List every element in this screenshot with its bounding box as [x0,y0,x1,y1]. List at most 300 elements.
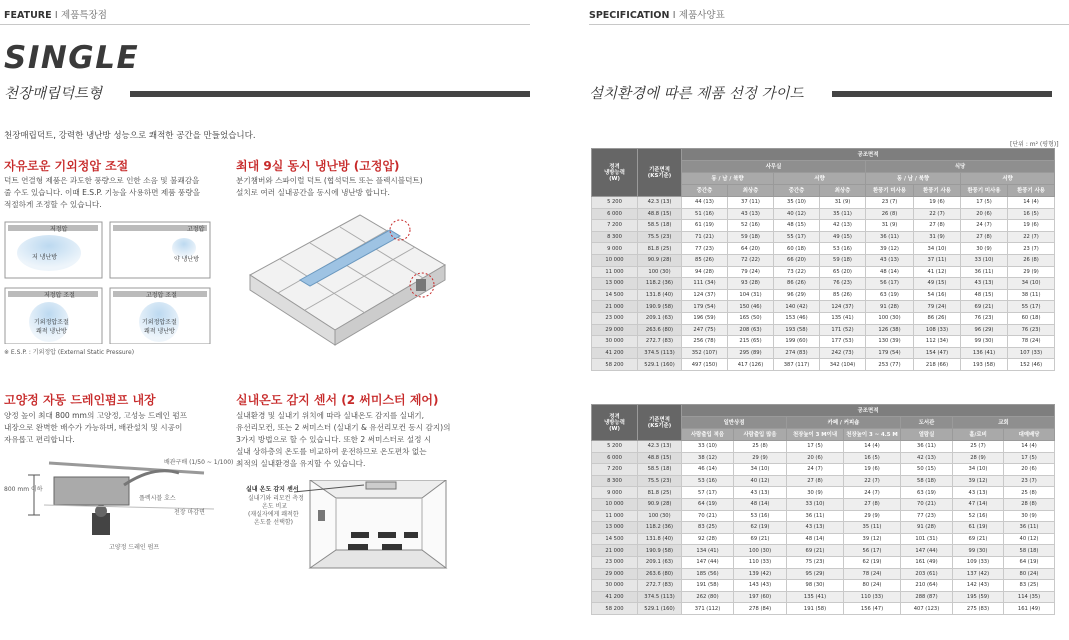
cell-area: 256 (78) [682,336,728,348]
cell-area: 63 (19) [901,487,953,499]
cell-area: 156 (47) [844,603,901,615]
cell-capacity: 21 000 [592,301,638,313]
cell-base-area: 81.8 (25) [638,243,682,255]
cell-base-area: 374.5 (113) [638,347,682,359]
cell-area: 70 (21) [682,510,734,522]
cell-area: 20 (6) [1004,464,1055,476]
cell-capacity: 21 000 [592,545,638,557]
cell-area: 22 (7) [844,475,901,487]
drain-pump-illustration [4,455,234,555]
pump-label-ceiling: 천장 마감면 [174,509,205,516]
cell-area: 124 (37) [682,289,728,301]
product-subtitle: 천장매립덕트형 [4,86,103,102]
cell-area: 28 (8) [1004,498,1055,510]
cell-area: 197 (60) [734,591,787,603]
table-row [592,556,1055,568]
cell-area: 92 (28) [682,533,734,545]
cell-capacity: 10 000 [592,498,638,510]
cell-capacity: 8 300 [592,475,638,487]
table-row [592,289,1055,301]
pump-label-pump: 고양정 드레인 펌프 [109,544,160,551]
esp-box-label: 저정압 조절 [44,292,75,299]
col-head-orientation: 동 / 남 / 북향 [682,173,774,185]
cell-area: 185 (56) [682,568,734,580]
cell-base-area: 75.5 (23) [638,475,682,487]
cell-capacity: 58 200 [592,603,638,615]
cell-area: 64 (20) [728,243,774,255]
table-row [592,312,1055,324]
cell-area: 42 (13) [820,220,866,232]
cell-base-area: 272.7 (83) [638,580,682,592]
pump-label-height: 800 mm 이하 [4,486,43,493]
sensor-illustration [236,480,456,570]
section-desc-multi-room [236,175,423,199]
table-row [592,336,1055,348]
title-bar [130,91,530,97]
cell-area: 31 (9) [866,220,914,232]
desc-line: 설치로 여러 실내공간을 동시에 냉난방 합니다. [236,188,390,197]
desc-line: 최적의 실내환경을 유지할 수 있습니다. [236,459,366,468]
col-head-group: 공조면적 [682,149,1055,161]
cell-area: 76 (23) [820,278,866,290]
header-title: SPECIFICATION [589,10,670,21]
table-row [592,591,1055,603]
col-head-condition: 사람출입 적음 [682,429,734,441]
cell-area: 130 (39) [866,336,914,348]
table-row [592,301,1055,313]
col-head-condition: 환풍기 미사용 [961,185,1008,197]
cell-area: 71 (21) [682,231,728,243]
cell-area: 99 (30) [953,545,1004,557]
cell-area: 19 (6) [844,464,901,476]
cell-area: 58 (18) [1004,545,1055,557]
cell-base-area: 190.9 (58) [638,545,682,557]
cell-area: 161 (49) [901,556,953,568]
table-row [592,347,1055,359]
cell-area: 96 (29) [961,324,1008,336]
cell-area: 497 (150) [682,359,728,371]
table-row [592,452,1055,464]
cell-area: 16 (5) [1008,208,1055,220]
cell-area: 34 (10) [1008,278,1055,290]
cell-area: 40 (12) [774,208,820,220]
col-head-capacity: 정격 냉방능력 (W) [592,149,638,197]
cell-area: 22 (7) [914,208,961,220]
spec-header [589,7,725,21]
cell-area: 100 (30) [866,312,914,324]
col-head-condition: 중간층 [682,185,728,197]
col-head-condition: 홀/로비 [953,429,1004,441]
cell-area: 126 (38) [866,324,914,336]
section-desc-esp [4,175,200,211]
table-row [592,603,1055,615]
cell-area: 39 (12) [844,533,901,545]
cell-area: 70 (21) [901,498,953,510]
table-row [592,510,1055,522]
cell-area: 195 (59) [953,591,1004,603]
cell-area: 65 (20) [820,266,866,278]
cell-area: 153 (46) [774,312,820,324]
cell-area: 58 (18) [901,475,953,487]
col-head-condition: 최상층 [820,185,866,197]
cell-area: 60 (18) [774,243,820,255]
cell-area: 56 (17) [866,278,914,290]
cell-area: 142 (43) [953,580,1004,592]
col-head-restaurant: 식당 [866,161,1055,173]
cell-area: 83 (25) [682,522,734,534]
col-head-capacity: 정격 냉방능력 (W) [592,405,638,441]
col-head-office: 사무실 [682,161,866,173]
col-head-condition: 환풍기 미사용 [866,185,914,197]
cell-base-area: 263.6 (80) [638,568,682,580]
cell-base-area: 58.5 (18) [638,220,682,232]
cell-area: 36 (11) [961,266,1008,278]
cell-area: 36 (11) [866,231,914,243]
cell-area: 69 (21) [787,545,844,557]
cell-area: 139 (42) [734,568,787,580]
section-title-drain-pump: 고양정 자동 드레인펌프 내장 [4,393,156,407]
cell-area: 44 (13) [682,197,728,209]
header-rule [589,24,1069,25]
cell-base-area: 90.9 (28) [638,498,682,510]
cell-area: 196 (59) [682,312,728,324]
cell-area: 247 (75) [682,324,728,336]
cell-area: 34 (10) [953,464,1004,476]
cell-area: 253 (77) [866,359,914,371]
header-subtitle: 제품특장점 [61,10,107,21]
table-row [592,475,1055,487]
col-head-base-area: 기준면적 (KS기준) [638,149,682,197]
cell-capacity: 29 000 [592,324,638,336]
cell-area: 49 (15) [914,278,961,290]
cell-capacity: 23 000 [592,556,638,568]
cell-area: 94 (28) [682,266,728,278]
title-bar [832,91,1052,97]
cell-area: 30 (9) [1004,510,1055,522]
cell-base-area: 100 (30) [638,266,682,278]
header-subtitle: 제품사양표 [678,10,725,21]
cell-area: 41 (12) [914,266,961,278]
cell-area: 66 (20) [774,254,820,266]
cell-capacity: 6 000 [592,452,638,464]
cell-area: 75 (23) [787,556,844,568]
header-rule [0,24,530,25]
cell-area: 108 (33) [914,324,961,336]
cell-area: 124 (37) [820,301,866,313]
cell-capacity: 10 000 [592,254,638,266]
cell-area: 25 (8) [734,441,787,453]
esp-caption: 기외정압조절 쾌적 냉난방 [34,319,69,335]
col-head-condition: 대예배당 [1004,429,1055,441]
header-divider: I [54,10,58,21]
cell-area: 275 (83) [953,603,1004,615]
cell-area: 83 (25) [1004,580,1055,592]
col-head-condition: 중간층 [774,185,820,197]
cell-area: 137 (42) [953,568,1004,580]
cell-capacity: 5 200 [592,197,638,209]
cell-area: 29 (9) [1008,266,1055,278]
cell-area: 37 (11) [914,254,961,266]
cell-area: 47 (14) [953,498,1004,510]
cell-area: 14 (4) [1008,197,1055,209]
cell-area: 161 (49) [1004,603,1055,615]
cell-area: 78 (24) [844,568,901,580]
cell-area: 59 (18) [728,231,774,243]
cell-area: 34 (10) [914,243,961,255]
cell-area: 100 (30) [734,545,787,557]
cell-area: 86 (26) [914,312,961,324]
col-head-condition: 최상층 [728,185,774,197]
table-row [592,464,1055,476]
cell-area: 85 (26) [820,289,866,301]
cell-area: 23 (7) [866,197,914,209]
col-head-category: 일반상점 [682,417,787,429]
cell-area: 104 (31) [728,289,774,301]
pump-label-hose: 플렉시블 호스 [139,495,176,502]
cell-area: 72 (22) [728,254,774,266]
cell-area: 36 (11) [1004,522,1055,534]
cell-area: 274 (83) [774,347,820,359]
cell-capacity: 30 000 [592,336,638,348]
cell-area: 242 (73) [820,347,866,359]
cell-area: 387 (117) [774,359,820,371]
cell-area: 39 (12) [953,475,1004,487]
col-head-category: 도서관 [901,417,953,429]
cell-area: 24 (7) [961,220,1008,232]
cell-capacity: 14 500 [592,533,638,545]
cell-area: 17 (5) [1004,452,1055,464]
guide-title: 설치환경에 따른 제품 선정 가이드 [589,86,804,102]
col-head-category: 카페 / 커피숍 [787,417,901,429]
desc-line: 양정 높이 최대 800 mm의 고양정, 고성능 드레인 펌프 [4,411,188,420]
cell-area: 26 (8) [1008,254,1055,266]
desc-line: 자유롭고 편리합니다. [4,435,75,444]
cell-base-area: 42.3 (13) [638,197,682,209]
cell-area: 37 (11) [728,197,774,209]
cell-area: 78 (24) [1008,336,1055,348]
cell-area: 23 (7) [1004,475,1055,487]
cell-area: 20 (6) [961,208,1008,220]
desc-line: 유선리모컨, 또는 2 써미스터 (실내기 & 유선리모컨 동시 감지)의 [236,423,451,432]
table-row [592,533,1055,545]
cell-area: 76 (23) [1008,324,1055,336]
cell-area: 48 (15) [774,220,820,232]
cell-area: 53 (16) [734,510,787,522]
cell-area: 342 (104) [820,359,866,371]
cell-capacity: 41 200 [592,347,638,359]
cell-area: 86 (26) [774,278,820,290]
cell-base-area: 209.1 (63) [638,556,682,568]
cell-base-area: 90.9 (28) [638,254,682,266]
intro-text: 천장매립덕트, 강력한 냉난방 성능으로 쾌적한 공간을 만들었습니다. [4,131,256,141]
table-row [592,580,1055,592]
cell-area: 177 (53) [820,336,866,348]
cell-area: 17 (5) [961,197,1008,209]
cell-area: 69 (21) [961,301,1008,313]
cell-area: 262 (80) [682,591,734,603]
cell-area: 203 (61) [901,568,953,580]
cell-area: 31 (9) [820,197,866,209]
cell-base-area: 272.7 (83) [638,336,682,348]
cell-area: 34 (10) [734,464,787,476]
table-row [592,243,1055,255]
section-title-esp: 자유로운 기외정압 조절 [4,159,129,173]
table-row [592,208,1055,220]
cell-area: 109 (33) [953,556,1004,568]
cell-area: 134 (41) [682,545,734,557]
cell-area: 33 (10) [787,498,844,510]
cell-area: 407 (123) [901,603,953,615]
col-head-group: 공조면적 [682,405,1055,417]
cell-capacity: 11 000 [592,266,638,278]
cell-area: 25 (7) [953,441,1004,453]
cell-area: 79 (24) [728,266,774,278]
cell-area: 60 (18) [1008,312,1055,324]
cell-area: 36 (11) [901,441,953,453]
cell-area: 110 (33) [734,556,787,568]
cell-area: 30 (9) [787,487,844,499]
cell-area: 218 (66) [914,359,961,371]
cell-area: 43 (13) [787,522,844,534]
cell-area: 278 (84) [734,603,787,615]
cell-base-area: 263.6 (80) [638,324,682,336]
cell-area: 64 (19) [1004,556,1055,568]
cell-base-area: 48.8 (15) [638,452,682,464]
cell-area: 93 (28) [728,278,774,290]
brand-title: SINGLE [4,40,140,76]
esp-box-label: 고정압 조절 [146,292,177,299]
cell-area: 110 (33) [844,591,901,603]
cell-area: 215 (65) [728,336,774,348]
cell-area: 19 (6) [914,197,961,209]
cell-area: 40 (12) [1004,533,1055,545]
table-row [592,254,1055,266]
cell-area: 64 (19) [682,498,734,510]
cell-capacity: 5 200 [592,441,638,453]
cell-area: 147 (44) [682,556,734,568]
cell-area: 85 (26) [682,254,728,266]
cell-area: 152 (46) [1008,359,1055,371]
cell-area: 31 (9) [914,231,961,243]
cell-capacity: 9 000 [592,243,638,255]
cell-capacity: 8 300 [592,231,638,243]
cell-area: 26 (8) [866,208,914,220]
cell-area: 77 (23) [901,510,953,522]
table-row [592,487,1055,499]
cell-area: 35 (11) [820,208,866,220]
cell-area: 27 (8) [787,475,844,487]
cell-area: 25 (8) [1004,487,1055,499]
col-head-base-area: 기준면적 (KS기준) [638,405,682,441]
cell-area: 38 (11) [1008,289,1055,301]
esp-caption: 저 냉난방 [32,254,58,261]
cell-area: 43 (13) [961,278,1008,290]
cell-area: 24 (7) [844,487,901,499]
cell-capacity: 13 000 [592,278,638,290]
cell-base-area: 131.8 (40) [638,289,682,301]
cell-area: 24 (7) [787,464,844,476]
cell-base-area: 100 (30) [638,510,682,522]
unit-label: [단위 : m² (평형)] [1010,141,1059,148]
table-row [592,568,1055,580]
cell-area: 53 (16) [682,475,734,487]
cell-area: 154 (47) [914,347,961,359]
esp-diagram [4,218,216,344]
cell-base-area: 529.1 (160) [638,603,682,615]
cell-area: 171 (52) [820,324,866,336]
col-head-condition: 환풍기 사용 [914,185,961,197]
cell-capacity: 7 200 [592,464,638,476]
cell-area: 112 (34) [914,336,961,348]
table-row [592,522,1055,534]
cell-area: 114 (35) [1004,591,1055,603]
cell-area: 43 (13) [866,254,914,266]
cell-area: 199 (60) [774,336,820,348]
spec-table-store-cafe-library-church [591,404,1055,615]
cell-area: 69 (21) [734,533,787,545]
esp-box-label: 고정압 [187,226,205,233]
col-head-orientation: 서향 [961,173,1055,185]
sensor-label: 실내 온도 감지 센서 [246,486,299,493]
table-row [592,220,1055,232]
cell-area: 140 (42) [774,301,820,313]
cell-capacity: 41 200 [592,591,638,603]
esp-caption: 약 냉난방 [174,256,200,263]
cell-area: 136 (41) [961,347,1008,359]
cell-area: 179 (54) [682,301,728,313]
cell-base-area: 131.8 (40) [638,533,682,545]
desc-line: 적절하게 조정할 수 있습니다. [4,200,102,209]
cell-area: 30 (9) [961,243,1008,255]
cell-area: 193 (58) [774,324,820,336]
desc-line: 내장으로 완벽한 배수가 가능하며, 배관설치 및 시공이 [4,423,183,432]
cell-area: 52 (16) [953,510,1004,522]
cell-area: 48 (14) [866,266,914,278]
cell-area: 42 (13) [901,452,953,464]
cell-area: 69 (21) [953,533,1004,545]
cell-area: 91 (28) [901,522,953,534]
cell-area: 191 (58) [682,580,734,592]
section-title-sensor: 실내온도 감지 센서 (2 써미스터 제어) [236,393,439,407]
cell-base-area: 118.2 (36) [638,522,682,534]
cell-area: 55 (17) [774,231,820,243]
cell-area: 48 (14) [787,533,844,545]
cell-area: 50 (15) [901,464,953,476]
cell-base-area: 48.8 (15) [638,208,682,220]
cell-base-area: 58.5 (18) [638,464,682,476]
cell-base-area: 190.9 (58) [638,301,682,313]
cell-area: 73 (22) [774,266,820,278]
table-row [592,498,1055,510]
cell-area: 111 (34) [682,278,728,290]
table-row [592,197,1055,209]
cell-area: 39 (12) [866,243,914,255]
desc-line: 3가지 방법으로 할 수 있습니다. 또한 2 써미스터로 설정 시 [236,435,432,444]
cell-area: 96 (29) [774,289,820,301]
cell-area: 79 (24) [914,301,961,313]
cell-area: 147 (44) [901,545,953,557]
cell-area: 29 (9) [844,510,901,522]
cell-area: 77 (23) [682,243,728,255]
sensor-label: 온도를 선택함) [254,519,294,526]
desc-line: 실내환경 및 실내기 위치에 따라 실내온도 감지를 실내기, [236,411,425,420]
desc-line: 분기챔버와 스파이럴 덕트 (협석덕트 또는 플렉시블덕트) [236,176,423,185]
table-row [592,441,1055,453]
cell-capacity: 58 200 [592,359,638,371]
cell-area: 46 (14) [682,464,734,476]
cell-area: 91 (28) [866,301,914,313]
table-row [592,359,1055,371]
